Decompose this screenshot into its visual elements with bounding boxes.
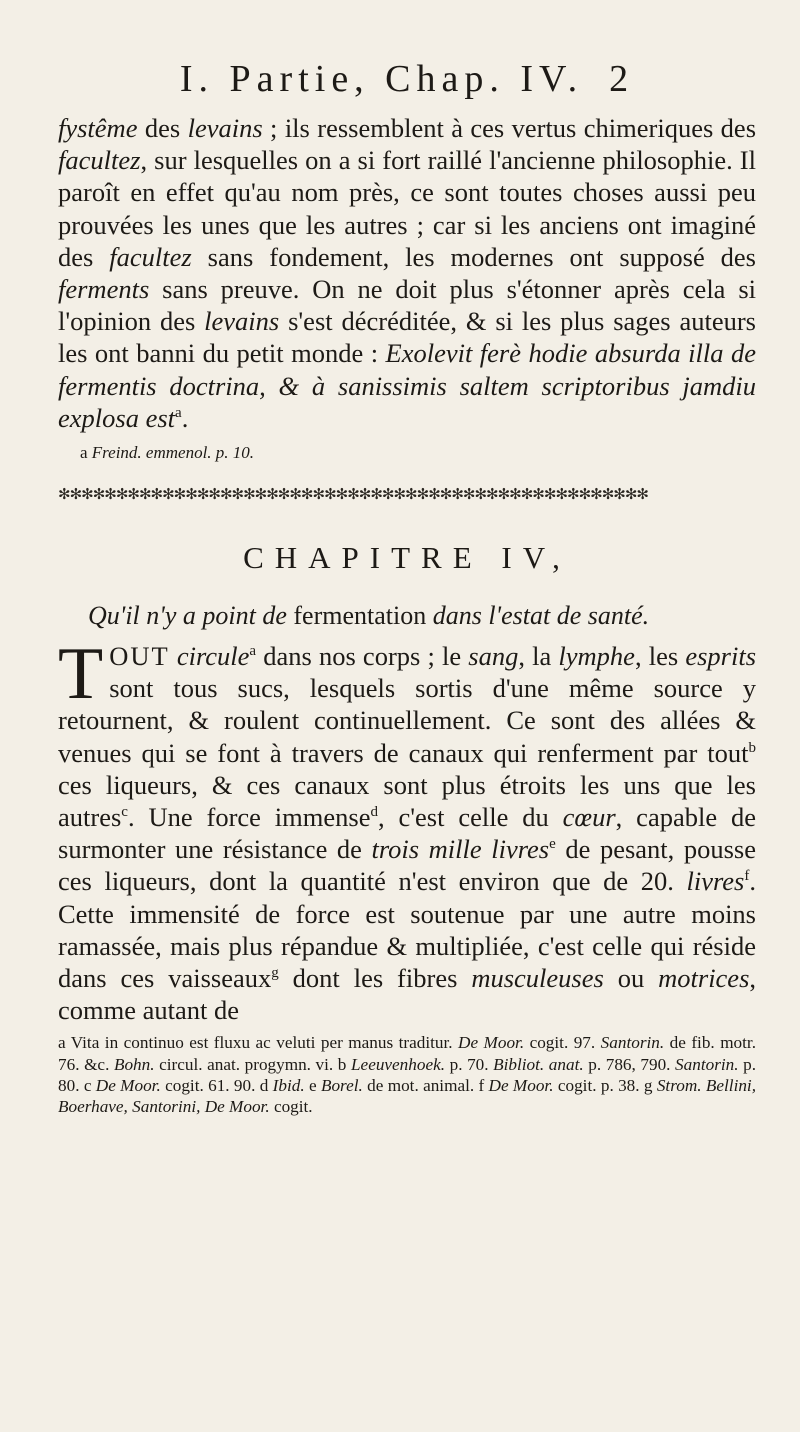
page-number: 2 (609, 58, 635, 100)
drop-cap: T (58, 633, 104, 716)
paragraph-circulation: TOUT circule$^a$ dans nos corps ; le sang, la lymphe, les esprits sont tous sucs, lesquels sortis d'une même source y retournent, & roulent continuellement. Ce sont des allées & venues qui se font à travers de canaux qui renferment par tout$^b$ ces liqueurs, & ces canaux sont plus étroits les uns que les autres$^c$. Une force immense$^d$, c'est celle du cœur, capable de surmonter une résistance de trois mille livres$^e$ de pesant, pousse ces liqueurs, dont la quantité n'est environ que de 20. livres$^f$. Cette immensité de force est soutenue par une autre moins ramassée, mais plus répandue & multipliée, c'est celle qui réside dans ces vaisseaux$^g$ dont les fibres musculeuses ou motrices, comme autant de (58, 633, 757, 1026)
footnote-freind: a Freind. emmenol. p. 10. (80, 443, 255, 463)
ornament-divider: ✻✻✻✻✻✻✻✻✻✻✻✻✻✻✻✻✻✻✻✻✻✻✻✻✻✻✻✻✻✻✻✻✻✻✻✻✻✻✻✻✻✻✻✻✻✻✻✻✻✻✻ (58, 486, 648, 503)
footnotes-block: a Vita in continuo est fluxu ac veluti per manus traditur. De Moor. cogit. 97. Santorin. de fib. motr. 76. &c. Bohn. circul. anat. progymn. vi. b Leeuvenhoek. p. 70. Bibliot. anat. p. 786, 790. Santorin. p. 80. c De Moor. cogit. 61. 90. d Ibid. e Borel. de mot. animal. f De Moor. cogit. p. 38. g Strom. Bellini, Boerhave, Santorini, De Moor. cogit. (58, 1033, 757, 1117)
chapter-title: CHAPITRE IV, (243, 540, 571, 576)
running-head (58, 56, 756, 102)
paragraph-levains: fystême des levains ; ils ressemblent à ces vertus chimeriques des facultez, sur lesquelles on a si fort raillé l'ancienne philosophie. Il paroît en effet qu'au nom près, ce sont toutes choses aussi peu prouvées les unes que les autres ; car si les anciens ont imaginé des facultez sans fondement, les modernes ont supposé des ferments sans preuve. On ne doit plus s'étonner après cela si l'opinion des levains s'est décréditée, & si les plus sages auteurs les ont banni du petit monde : Exolevit ferè hodie absurda illa de fermentis doctrina, & à sanissimis saltem scriptoribus jamdiu explosa est$^a$. (58, 113, 757, 433)
chapter-subtitle: Qu'il n'y a point de fermentation dans l'estat de santé. (88, 601, 650, 631)
running-head-title: I. Partie, Chap. IV. (179, 58, 584, 100)
